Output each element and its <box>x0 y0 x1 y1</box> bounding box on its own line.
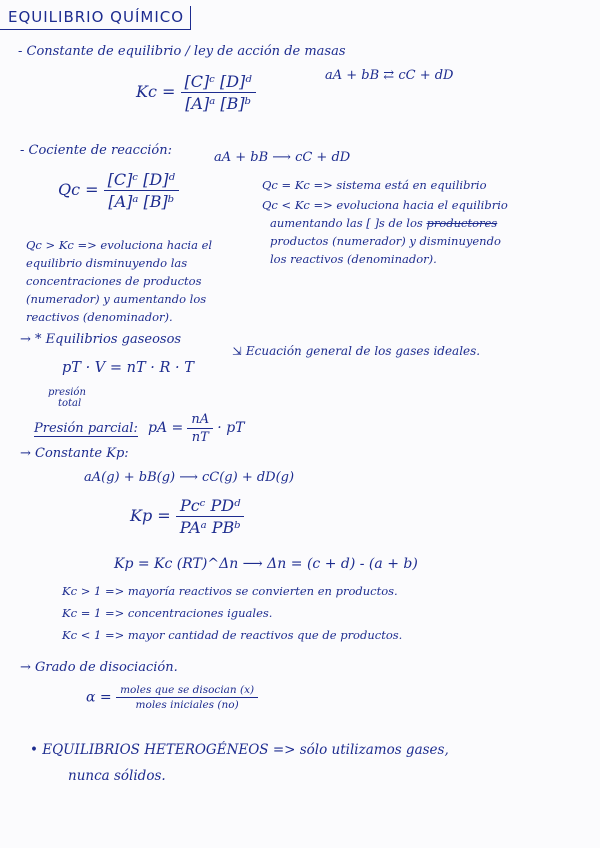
ideal-gas-note-text: Ecuación general de los gases ideales. <box>245 344 481 358</box>
equilibrium-constant-heading: - Constante de equilibrio / ley de acción de masas <box>18 44 346 59</box>
qc-less-kc-line2 <box>270 216 497 230</box>
qc-less-kc-line4: los reactivos (denominador). <box>270 252 437 266</box>
qc-formula <box>58 170 179 211</box>
kp-formula <box>130 496 245 537</box>
reaction-quotient-heading: - Cociente de reacción: <box>20 143 172 158</box>
qc-numerator: [C]ᶜ [D]ᵈ <box>104 170 179 191</box>
qc-greater-kc-line2: equilibrio disminuyendo las <box>26 256 188 270</box>
qc-less-kc-line1: Qc < Kc => evoluciona hacia el equilibrio <box>262 198 508 212</box>
qc-greater-kc-line3: concentraciones de productos <box>26 274 202 288</box>
kc-lhs: Kc = <box>136 82 176 101</box>
kp-fraction <box>176 496 245 537</box>
kp-denominator: PAᵃ PBᵇ <box>179 518 241 537</box>
kc-formula <box>136 72 256 113</box>
partial-pressure-lhs: pA = <box>147 420 184 436</box>
kc-reaction: aA + bB ⇄ cC + dD <box>325 68 454 83</box>
dissociation-heading: → Grado de disociación. <box>20 660 178 675</box>
page-title: EQUILIBRIO QUÍMICO <box>0 6 191 30</box>
total-pressure-label-line1: presión <box>48 387 86 398</box>
qc-fraction <box>104 170 179 211</box>
partial-pressure-numerator: nA <box>187 412 213 429</box>
kc-denominator: [A]ᵃ [B]ᵇ <box>185 94 251 113</box>
kc-fraction <box>181 72 256 113</box>
kp-kc-relation: Kp = Kc (RT)^Δn ⟶ Δn = (c + d) - (a + b) <box>114 556 418 572</box>
kp-numerator: Pcᶜ PDᵈ <box>176 496 244 517</box>
qc-denominator: [A]ᵃ [B]ᵇ <box>108 192 175 211</box>
dissociation-denominator: moles iniciales (no) <box>135 699 239 711</box>
qc-less-kc-line3: productos (numerador) y disminuyendo <box>270 234 501 248</box>
partial-pressure-rhs: · pT <box>217 420 245 436</box>
total-pressure-label <box>48 387 86 409</box>
qc-less-kc-struck-word: productores <box>426 216 498 230</box>
qc-greater-kc-line5: reactivos (denominador). <box>26 310 173 324</box>
dissociation-formula <box>86 684 258 711</box>
dissociation-numerator: moles que se disocian (x) <box>116 684 258 698</box>
qc-less-kc-line2-text: aumentando las [ ]s de los <box>270 216 423 230</box>
kc-equal-one: Kc = 1 => concentraciones iguales. <box>62 606 273 620</box>
qc-greater-kc-line4: (numerador) y aumentando los <box>26 292 207 306</box>
qc-greater-kc-line1: Qc > Kc => evoluciona hacia el <box>26 238 213 252</box>
ideal-gas-note <box>232 344 480 358</box>
qc-lhs: Qc = <box>58 180 99 199</box>
dissociation-fraction <box>116 684 258 711</box>
kp-lhs: Kp = <box>130 506 171 525</box>
partial-pressure-label: Presión parcial: <box>34 421 138 436</box>
dissociation-lhs: α = <box>86 689 112 706</box>
partial-pressure-denominator: nT <box>191 430 209 445</box>
kc-greater-one: Kc > 1 => mayoría reactivos se convierten en productos. <box>62 584 398 598</box>
heterogeneous-equilibria-line2: nunca sólidos. <box>68 768 166 784</box>
partial-pressure-row <box>34 412 245 445</box>
ideal-gas-formula: pT · V = nT · R · T <box>62 360 194 376</box>
heterogeneous-equilibria-line1: • EQUILIBRIOS HETEROGÉNEOS => sólo utilizamos gases, <box>30 742 449 758</box>
total-pressure-label-line2: total <box>58 398 82 409</box>
qc-reaction: aA + bB ⟶ cC + dD <box>214 150 351 165</box>
kp-heading: → Constante Kp: <box>20 446 129 461</box>
gaseous-equilibria-heading: → * Equilibrios gaseosos <box>20 332 182 347</box>
kc-numerator: [C]ᶜ [D]ᵈ <box>181 72 256 93</box>
kc-less-one: Kc < 1 => mayor cantidad de reactivos que de productos. <box>62 628 403 642</box>
arrow-icon: ⇲ <box>232 344 243 358</box>
qc-equal-kc: Qc = Kc => sistema está en equilibrio <box>262 178 487 192</box>
kp-reaction: aA(g) + bB(g) ⟶ cC(g) + dD(g) <box>84 470 295 485</box>
partial-pressure-fraction <box>187 412 213 445</box>
